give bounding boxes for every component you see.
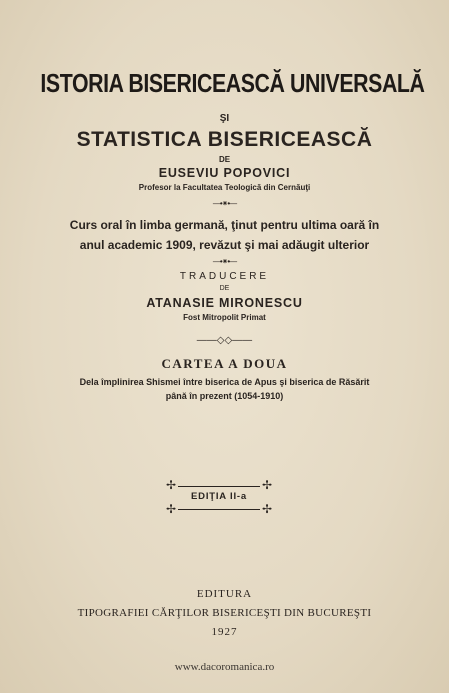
publisher-name: TIPOGRAFIEI CĂRŢILOR BISERICEŞTI DIN BUCUREŞTI (77, 607, 372, 619)
author-affiliation: Profesor la Facultatea Teologică din Cernăuţi (138, 183, 311, 192)
translator-name: ATANASIE MIRONESCU (146, 296, 303, 310)
author-by: DE (218, 155, 231, 164)
publication-year: 1927 (211, 626, 238, 638)
divider-ornament-1: —•⁕•— (212, 199, 237, 208)
edition-frame (166, 478, 272, 516)
divider-ornament-3: ——◇◇—— (196, 335, 253, 346)
author-name: EUSEVIU POPOVICI (158, 166, 291, 180)
corner-ornament-icon: ✢ (261, 478, 272, 492)
translation-label: TRADUCERE (179, 271, 270, 282)
volume-subtitle-line-1: Dela împlinirea Shismei între biserica de Apus şi biserica de Răsărit (79, 377, 370, 387)
title-conjunction: ŞI (219, 113, 230, 124)
second-title: STATISTICA BISERICEASCĂ (76, 128, 373, 151)
course-note-line-1: Curs oral în limba germană, ţinut pentru ultima oară în (69, 218, 380, 232)
corner-ornament-icon: ✢ (166, 502, 177, 516)
translation-by: DE (219, 285, 230, 292)
main-title: ISTORIA BISERICEASCĂ UNIVERSALĂ (40, 68, 425, 98)
corner-ornament-icon: ✢ (261, 502, 272, 516)
edition-label: EDIŢIA II-a (191, 491, 247, 502)
watermark-url: www.dacoromanica.ro (174, 661, 275, 673)
course-note-line-2: anul academic 1909, revăzut şi mai adăugit ulterior (79, 238, 370, 252)
volume-title: CARTEA A DOUA (161, 356, 288, 371)
volume-subtitle-line-2: până în prezent (1054-1910) (165, 391, 284, 401)
translator-title: Fost Mitropolit Primat (183, 313, 266, 322)
divider-ornament-2: —•⁕•— (212, 257, 237, 266)
corner-ornament-icon: ✢ (166, 478, 177, 492)
publisher-label: EDITURA (196, 588, 253, 600)
